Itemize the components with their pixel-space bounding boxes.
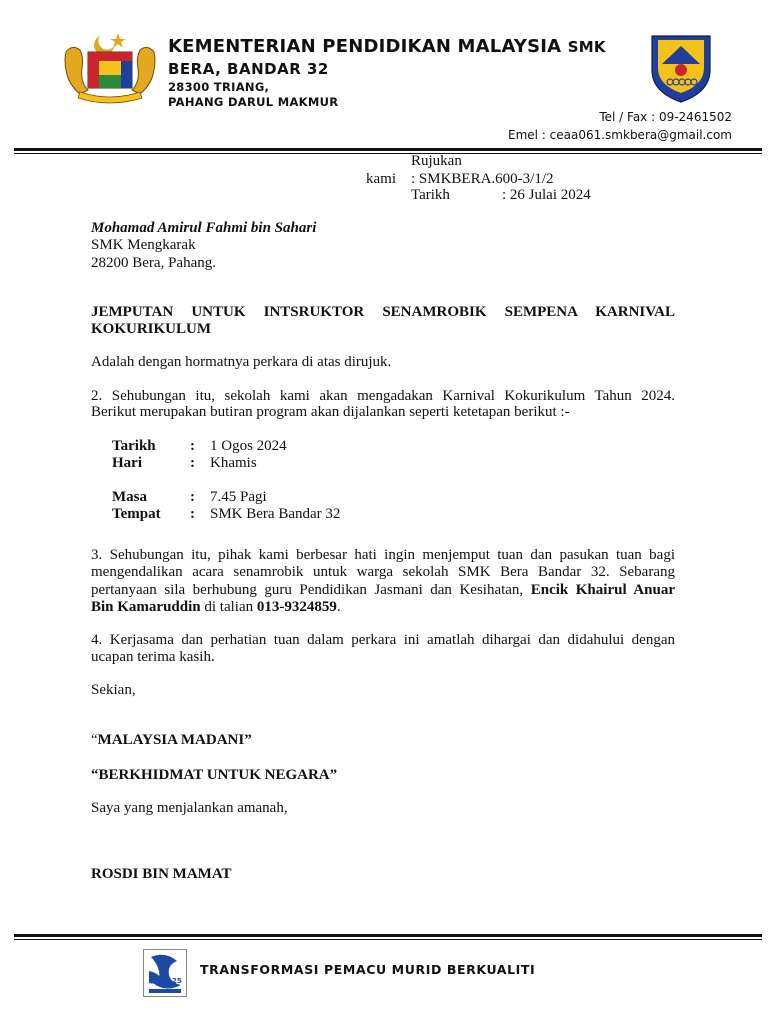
contact-person-name-1: Encik Khairul Anuar <box>530 582 675 598</box>
detail-colon-time: : <box>190 489 195 505</box>
signatory-name: ROSDI BIN MAMAT <box>91 866 232 882</box>
detail-label-day: Hari <box>112 455 142 471</box>
contact-phone: 013-9324859 <box>256 599 337 615</box>
postcode-line: 28300 TRIANG, <box>168 80 270 94</box>
para3-line-1: 3. Sehubungan itu, pihak kami berbesar hati ingin menjemput tuan dan pasukan tuan bagi <box>91 547 675 563</box>
closing-line: Sekian, <box>91 682 136 698</box>
para4-line-2: ucapan terima kasih. <box>91 649 215 665</box>
date-label: Tarikh <box>411 187 450 203</box>
para3-line-4 <box>91 599 675 616</box>
detail-value-day: Khamis <box>210 455 257 471</box>
reference-label-1: Rujukan <box>411 153 462 169</box>
phone-prefix: di talian <box>204 599 254 615</box>
reference-value: : SMKBERA.600-3/1/2 <box>411 171 554 187</box>
footer-rule <box>14 934 762 937</box>
slogan-open-quote: “ <box>91 732 98 748</box>
detail-colon-venue: : <box>190 506 195 522</box>
recipient-school: SMK Mengkarak <box>91 237 196 253</box>
para3-end: . <box>336 599 341 615</box>
reference-label-2: kami <box>366 171 396 187</box>
detail-label-time: Masa <box>112 489 147 505</box>
detail-value-venue: SMK Bera Bandar 32 <box>210 506 341 522</box>
detail-colon-day: : <box>190 455 195 471</box>
contact-person-name-2: Bin Kamaruddin <box>91 599 201 615</box>
school-name: BERA, BANDAR 32 <box>168 60 329 78</box>
signature-amanah: Saya yang menjalankan amanah, <box>91 800 288 816</box>
ministry-name: KEMENTERIAN PENDIDIKAN MALAYSIA <box>168 36 562 57</box>
detail-value-time: 7.45 Pagi <box>210 489 267 505</box>
recipient-name: Mohamad Amirul Fahmi bin Sahari <box>91 220 317 236</box>
ministry-title <box>168 36 648 58</box>
slogan-madani-text: MALAYSIA MADANI” <box>97 732 252 748</box>
state-line: PAHANG DARUL MAKMUR <box>168 95 339 109</box>
tel-fax: Tel / Fax : 09-2461502 <box>599 110 732 124</box>
para3-line-2: mengendalikan acara senamrobik untuk warga sekolah SMK Bera Bandar 32. Sebarang <box>91 564 675 580</box>
para2-line-2: Berikut merupakan butiran program akan dijalankan seperti ketetapan berikut :- <box>91 404 570 420</box>
email-address: Emel : ceaa061.smkbera@gmail.com <box>507 128 732 142</box>
footer-tagline: TRANSFORMASI PEMACU MURID BERKUALITI <box>200 962 536 977</box>
detail-label-venue: Tempat <box>112 506 161 522</box>
date-value: : 26 Julai 2024 <box>502 187 591 203</box>
detail-value-date: 1 Ogos 2024 <box>210 438 287 454</box>
footer-rule-thin <box>14 939 762 940</box>
slogan-berkhidmat: “BERKHIDMAT UNTUK NEGARA” <box>91 767 338 783</box>
school-logo <box>646 28 716 106</box>
header-rule <box>14 148 762 151</box>
footer-logo <box>143 949 187 997</box>
footer-logo-number: 25 <box>172 977 182 985</box>
para2-line-1: 2. Sehubungan itu, sekolah kami akan mengadakan Karnival Kokurikulum Tahun 2024. <box>91 388 675 404</box>
para4-line-1: 4. Kerjasama dan perhatian tuan dalam perkara ini amatlah dihargai dan didahului dengan <box>91 632 675 648</box>
school-prefix: SMK <box>567 38 606 56</box>
subject-line-1: JEMPUTAN UNTUK INTSRUKTOR SENAMROBIK SEMPENA KARNIVAL <box>91 304 675 320</box>
header-rule-thin <box>14 153 762 154</box>
slogan-malaysia-madani <box>91 732 675 749</box>
detail-colon-date: : <box>190 438 195 454</box>
government-crest <box>60 30 160 106</box>
para3-line-3 <box>91 582 675 599</box>
opening-line: Adalah dengan hormatnya perkara di atas dirujuk. <box>91 354 392 370</box>
recipient-address: 28200 Bera, Pahang. <box>91 255 216 271</box>
detail-label-date: Tarikh <box>112 438 156 454</box>
subject-line-2: KOKURIKULUM <box>91 321 211 337</box>
para3-line-3-text: pertanyaan sila berhubung guru Pendidikan Jasmani dan Kesihatan, <box>91 582 524 598</box>
